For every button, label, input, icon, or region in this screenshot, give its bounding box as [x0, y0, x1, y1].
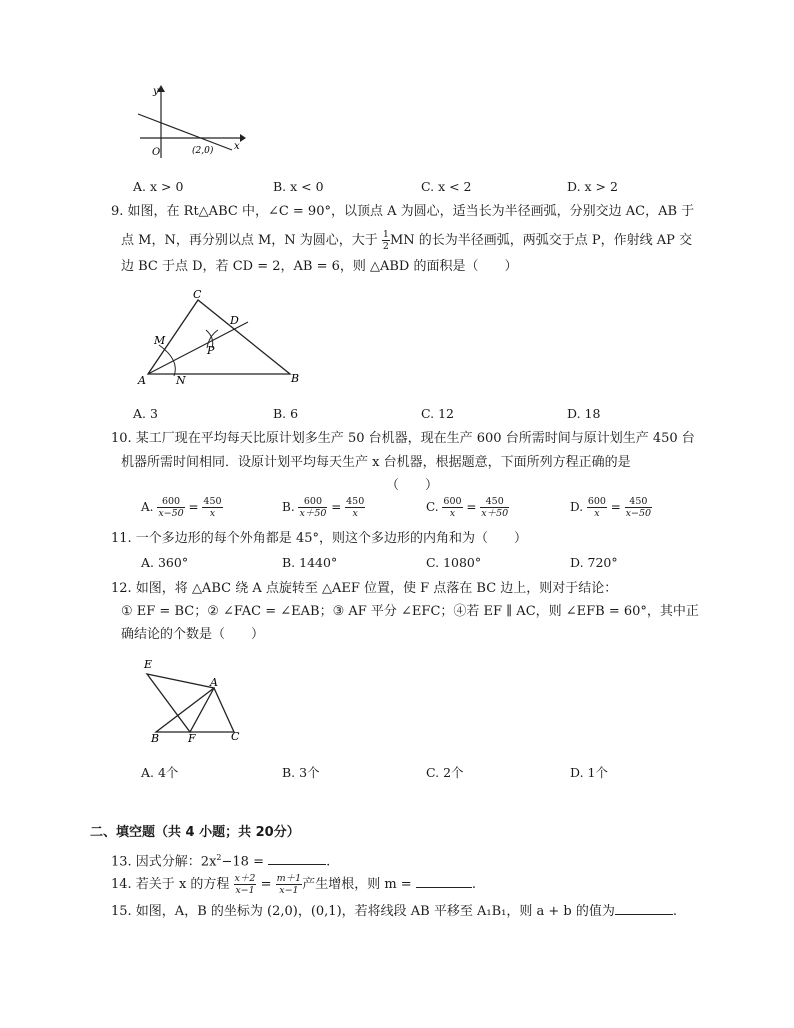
q13-answer-blank[interactable]	[268, 852, 326, 865]
q10-option-d[interactable]: D. $\frac{600}{x}$ = $\frac{450}{x-50}$	[570, 496, 652, 519]
q10-a-rn: 450	[203, 496, 222, 507]
half-num: 1	[382, 229, 389, 240]
label-e: E	[144, 658, 153, 671]
q13-sup: 2	[216, 853, 222, 862]
q14-pre: 14. 若关于 x 的方程	[111, 877, 230, 892]
q15-text: 15. 如图，A，B 的坐标为 (2,0)，(0,1)，若将线段 AB 平移至 A₁B₁，则 a + b 的值为	[111, 904, 615, 919]
q13	[111, 847, 330, 873]
q12-option-d[interactable]: D. 1个	[570, 765, 608, 780]
q12-line-1: 12. 如图，将 △ABC 绕 A 点旋转至 △AEF 位置，使 F 点落在 BC 边上，则对于结论：	[111, 581, 618, 596]
q11-option-d[interactable]: D. 720°	[570, 555, 618, 570]
arc-mn	[159, 345, 175, 376]
triangle-abc	[156, 688, 234, 732]
q12-option-b[interactable]: B. 3个	[282, 765, 320, 780]
q14-ld: x−1	[235, 885, 255, 896]
q9-option-b[interactable]: B. 6	[273, 406, 299, 421]
q8-option-d[interactable]: D. x > 2	[567, 179, 618, 194]
q9-option-d[interactable]: D. 18	[567, 406, 601, 421]
q15-end: .	[672, 904, 677, 919]
label-p: P	[207, 344, 215, 357]
q9-line-2	[121, 229, 692, 252]
label-b: B	[151, 732, 160, 745]
q8-graph	[128, 82, 248, 162]
q10-option-b[interactable]: B. $\frac{600}{x+50}$ = $\frac{450}{x}$	[282, 496, 365, 519]
q12-line-2: ① EF = BC；② ∠FAC = ∠EAB；③ AF 平分 ∠EFC；④若 EF ∥ AC，则 ∠EFB = 60°，其中正	[121, 604, 699, 619]
q10-c-rn: 450	[480, 496, 509, 508]
label-a: A	[138, 374, 146, 387]
half-den: 2	[382, 241, 389, 252]
q10-a-ln: 600	[157, 496, 184, 508]
q14-rd: x−1	[279, 885, 299, 896]
q13-end: .	[326, 854, 331, 870]
q10-a-label: A.	[141, 500, 154, 514]
q10-d-rn: 450	[625, 496, 652, 508]
label-a: A	[210, 676, 218, 689]
q12-option-a[interactable]: A. 4个	[141, 765, 179, 780]
origin-label: O	[152, 147, 161, 158]
x-axis-label: x	[234, 141, 240, 152]
q10-c-rd: x＋50	[481, 508, 509, 519]
q10-c-ln: 600	[443, 496, 462, 507]
q10-d-label: D.	[570, 500, 584, 514]
q10-line-3: （ ）	[386, 478, 439, 493]
point-label: (2,0)	[192, 146, 214, 156]
q10-d-ld: x	[594, 508, 600, 519]
q10-a-rd: x	[209, 508, 216, 519]
triangle-aef	[147, 674, 214, 732]
q10-b-rn: 450	[346, 496, 365, 507]
q10-c-label: C.	[426, 500, 439, 514]
q10-b-label: B.	[282, 500, 295, 514]
q8-option-b[interactable]: B. x < 0	[273, 179, 324, 194]
q14-answer-blank[interactable]	[416, 875, 472, 888]
q12-option-c[interactable]: C. 2个	[426, 765, 464, 780]
q10-option-c[interactable]: C. $\frac{600}{x}$ = $\frac{450}{x+50}$	[426, 496, 509, 519]
q11-option-a[interactable]: A. 360°	[141, 555, 189, 570]
q10-d-ln: 600	[587, 496, 606, 507]
q12-line-3: 确结论的个数是（ ）	[121, 627, 265, 642]
q11-option-c[interactable]: C. 1080°	[426, 555, 482, 570]
label-n: N	[176, 374, 186, 387]
q10-option-a[interactable]: A. $\frac{600}{x-50}$ = $\frac{450}{x}$	[141, 496, 222, 519]
q10-c-ld: x	[449, 508, 456, 519]
q14: 14. 若关于 x 的方程 $\frac{x+2}{x-1}$ = $\frac{m+1}{x-1}$ 产生增根，则 m = .	[111, 873, 476, 896]
q15-answer-blank[interactable]	[615, 902, 673, 915]
q15	[111, 901, 677, 923]
q11-option-b[interactable]: B. 1440°	[282, 555, 338, 570]
q8-option-c[interactable]: C. x < 2	[421, 179, 472, 194]
x-axis-arrow	[240, 134, 246, 142]
q14-end: .	[471, 877, 476, 892]
q10-line-1: 10. 某工厂现在平均每天比原计划多生产 50 台机器，现在生产 600 台所需时间与原计划生产 450 台	[111, 431, 695, 446]
half-fraction	[382, 229, 390, 252]
q9-line-2a: 点 M，N，再分别以点 M，N 为圆心，大于	[121, 233, 378, 248]
q14-rn: m＋1	[276, 873, 302, 884]
label-c: C	[193, 290, 202, 301]
q10-b-ld: x＋50	[299, 508, 327, 519]
q9-option-c[interactable]: C. 12	[421, 406, 454, 421]
q8-option-a[interactable]: A. x > 0	[133, 179, 184, 194]
q14-ln: x＋2	[234, 873, 256, 884]
label-b: B	[291, 372, 300, 385]
q9-figure	[136, 290, 306, 390]
q10-d-rd: x−50	[625, 508, 652, 519]
q9-line-3: 边 BC 于点 D，若 CD = 2，AB = 6，则 △ABD 的面积是（ ）	[121, 259, 518, 274]
graph-line	[138, 114, 232, 150]
q10-line-2: 机器所需时间相同．设原计划平均每天生产 x 台机器，根据题意，下面所列方程正确的是	[121, 455, 631, 470]
q13-pre: 13. 因式分解：2x	[111, 854, 217, 870]
y-axis-label: y	[153, 86, 159, 97]
q9-line-2b: MN 的长为半径画弧，两弧交于点 P，作射线 AP 交	[389, 233, 693, 248]
q9-option-a[interactable]: A. 3	[133, 406, 158, 421]
q11-text: 11. 一个多边形的每个外角都是 45°，则这个多边形的内角和为（ ）	[111, 531, 527, 546]
q9-line-1: 9. 如图，在 Rt△ABC 中，∠C = 90°，以顶点 A 为圆心，适当长为半径画弧，分别交边 AC，AB 于	[111, 204, 695, 219]
q12-figure	[138, 656, 248, 748]
section-title: 二、填空题（共 4 小题；共 20分）	[90, 825, 300, 840]
q14-post: 产生增根，则 m =	[302, 877, 412, 892]
label-d: D	[230, 314, 239, 327]
q10-b-ln: 600	[298, 496, 327, 508]
label-f: F	[188, 732, 196, 745]
label-m: M	[154, 334, 166, 347]
q10-a-ld: x−50	[158, 508, 184, 519]
q13-post: −18 =	[221, 854, 264, 870]
q10-b-rd: x	[352, 508, 358, 519]
label-c: C	[231, 730, 240, 743]
